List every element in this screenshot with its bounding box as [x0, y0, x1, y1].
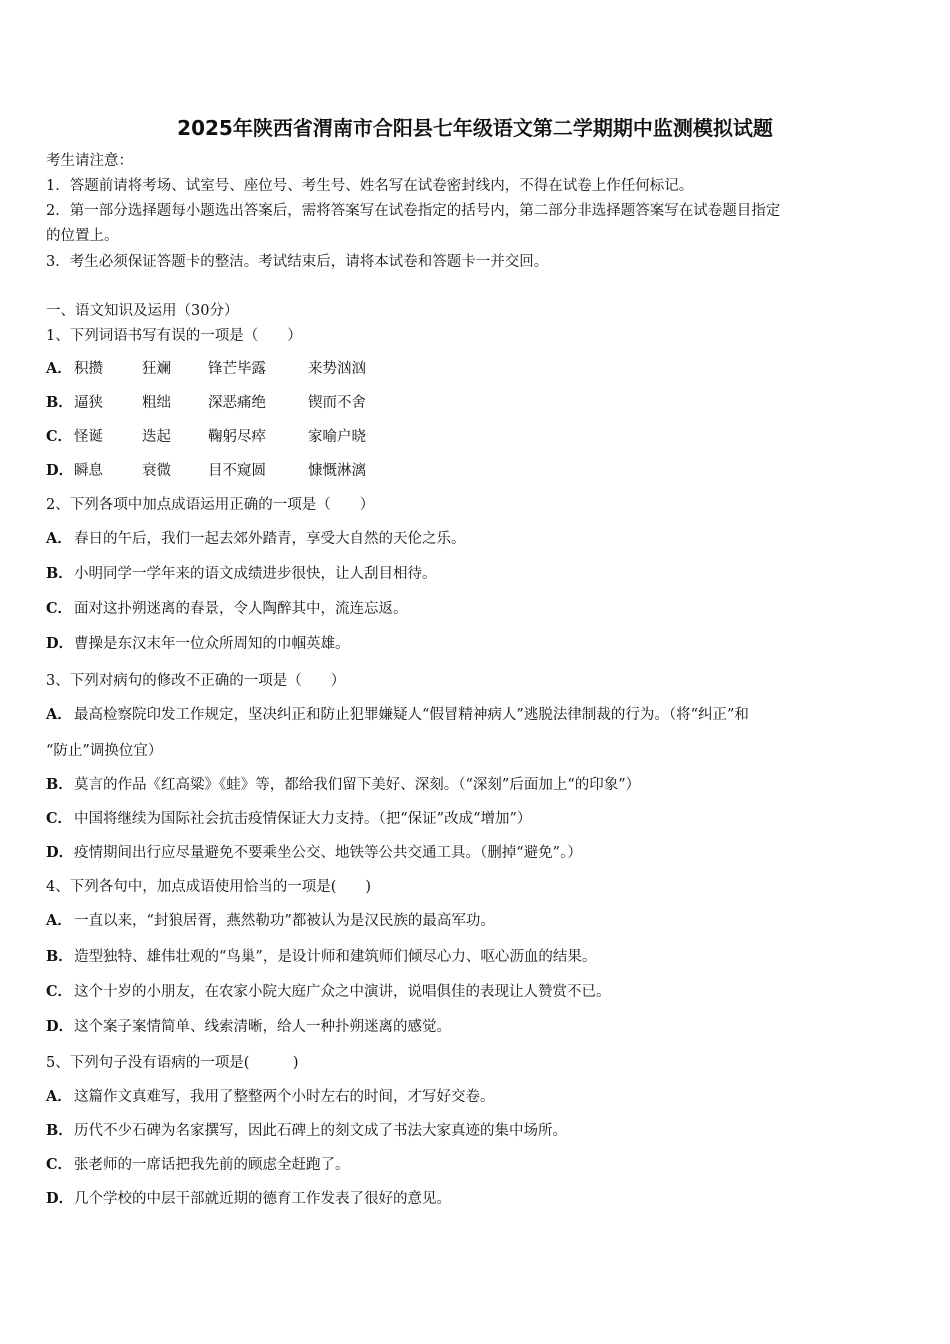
option-text: 这个十岁的小朋友，在农家小院大庭广众之中演讲，说唱俱佳的表现让人赞赏不已。 [74, 984, 611, 1000]
q3-option-a-line-1 [46, 705, 749, 725]
q2-option-d [46, 634, 350, 654]
q5-option-d [46, 1189, 451, 1209]
notice-heading: 考生请注意： [46, 153, 133, 169]
option-word: 家喻户晓 [308, 429, 366, 445]
option-letter: B． [46, 394, 73, 411]
q5-option-b [46, 1121, 567, 1141]
q1-option-d [46, 461, 366, 481]
notice-item-2-line-1: 2．第一部分选择题每小题选出答案后，需将答案写在试卷指定的括号内，第二部分非选择题答案写在试卷题目指定 [46, 203, 781, 219]
option-text: 造型独特、雄伟壮观的“鸟巢”，是设计师和建筑师们倾尽心力、呕心沥血的结果。 [74, 949, 597, 965]
option-text: 这篇作文真难写，我用了整整两个小时左右的时间，才写好交卷。 [74, 1089, 495, 1105]
option-text: 莫言的作品《红高粱》《蛙》等，都给我们留下美好、深刻。（“深刻”后面加上“的印象”） [74, 777, 641, 793]
q1-option-c [46, 427, 366, 447]
option-word: 逼狭 [74, 395, 103, 411]
question-3-stem: 3、下列对病句的修改不正确的一项是（ ） [46, 673, 346, 689]
option-text: 几个学校的中层干部就近期的德育工作发表了很好的意见。 [74, 1191, 451, 1207]
q1-option-a [46, 359, 366, 379]
q3-option-a-line-2: “防止”调换位宜） [46, 743, 163, 759]
option-letter: C． [46, 810, 73, 827]
q5-option-a [46, 1087, 495, 1107]
option-word: 怪诞 [74, 429, 103, 445]
option-letter: C． [46, 983, 73, 1000]
option-letter: B． [46, 948, 73, 965]
option-word: 鞠躬尽瘁 [208, 429, 266, 445]
option-letter: D． [46, 462, 74, 479]
option-text: 小明同学一学年来的语文成绩进步很快，让人刮目相待。 [74, 566, 437, 582]
option-word: 迭起 [142, 429, 171, 445]
option-word: 锲而不舍 [308, 395, 366, 411]
option-word: 来势汹汹 [308, 361, 366, 377]
q4-option-c [46, 982, 611, 1002]
option-letter: B． [46, 1122, 73, 1139]
option-word: 粗绌 [142, 395, 171, 411]
option-word: 目不窥圆 [208, 463, 266, 479]
option-word: 狂斓 [142, 361, 171, 377]
option-letter: A． [46, 706, 72, 723]
q4-option-d [46, 1017, 451, 1037]
option-letter: D． [46, 1018, 74, 1035]
q3-option-d [46, 843, 582, 863]
question-5-stem: 5、下列句子没有语病的一项是( ) [46, 1055, 299, 1071]
option-text: 历代不少石碑为名家撰写，因此石碑上的刻文成了书法大家真迹的集中场所。 [74, 1123, 567, 1139]
option-letter: D． [46, 1190, 74, 1207]
option-letter: B． [46, 776, 73, 793]
notice-item-1: 1．答题前请将考场、试室号、座位号、考生号、姓名写在试卷密封线内，不得在试卷上作任何标记。 [46, 178, 694, 194]
option-text: 张老师的一席话把我先前的顾虑全赶跑了。 [74, 1157, 350, 1173]
option-text: 中国将继续为国际社会抗击疫情保证大力支持。（把“保证”改成“增加”） [74, 811, 532, 827]
option-letter: A． [46, 1088, 72, 1105]
option-text: 春日的午后，我们一起去郊外踏青，享受大自然的天伦之乐。 [74, 531, 466, 547]
q3-option-c [46, 809, 531, 829]
option-word: 积攒 [74, 361, 103, 377]
question-1-stem: 1、下列词语书写有误的一项是（ ） [46, 328, 302, 344]
q3-option-b [46, 775, 640, 795]
option-letter: C． [46, 428, 73, 445]
option-word: 锋芒毕露 [208, 361, 266, 377]
option-word: 衰微 [142, 463, 171, 479]
question-2-stem: 2、下列各项中加点成语运用正确的一项是（ ） [46, 497, 375, 513]
question-4-stem: 4、下列各句中，加点成语使用恰当的一项是( ) [46, 879, 372, 895]
q5-option-c [46, 1155, 350, 1175]
q2-option-a [46, 529, 466, 549]
option-letter: B． [46, 565, 73, 582]
option-word: 深恶痛绝 [208, 395, 266, 411]
page-title: 2025年陕西省渭南市合阳县七年级语文第二学期期中监测模拟试题 [177, 116, 773, 140]
option-text: 曹操是东汉末年一位众所周知的巾帼英雄。 [74, 636, 350, 652]
option-letter: C． [46, 1156, 73, 1173]
notice-item-2-line-2: 的位置上。 [46, 228, 119, 244]
option-letter: D． [46, 844, 74, 861]
option-text: 这个案子案情简单、线索清晰，给人一种扑朔迷离的感觉。 [74, 1019, 451, 1035]
q4-option-a [46, 911, 495, 931]
option-letter: A． [46, 530, 72, 547]
q1-option-b [46, 393, 366, 413]
notice-item-3: 3．考生必须保证答题卡的整洁。考试结束后，请将本试卷和答题卡一并交回。 [46, 254, 549, 270]
q4-option-b [46, 947, 596, 967]
option-text: 一直以来，“封狼居胥，燕然勒功”都被认为是汉民族的最高军功。 [74, 913, 495, 929]
option-text: 疫情期间出行应尽量避免不要乘坐公交、地铁等公共交通工具。（删掉“避免”。） [74, 845, 582, 861]
option-letter: A． [46, 360, 72, 377]
option-word: 慷慨淋漓 [308, 463, 366, 479]
q2-option-b [46, 564, 437, 584]
option-text: 面对这扑朔迷离的春景，令人陶醉其中，流连忘返。 [74, 601, 408, 617]
option-letter: C． [46, 600, 73, 617]
option-letter: A． [46, 912, 72, 929]
option-letter: D． [46, 635, 74, 652]
section-heading: 一、语文知识及运用（30分） [46, 303, 239, 319]
q2-option-c [46, 599, 408, 619]
option-word: 瞬息 [74, 463, 103, 479]
option-text: 最高检察院印发工作规定，坚决纠正和防止犯罪嫌疑人“假冒精神病人”逃脱法律制裁的行为。（将“纠正”和 [74, 707, 749, 723]
